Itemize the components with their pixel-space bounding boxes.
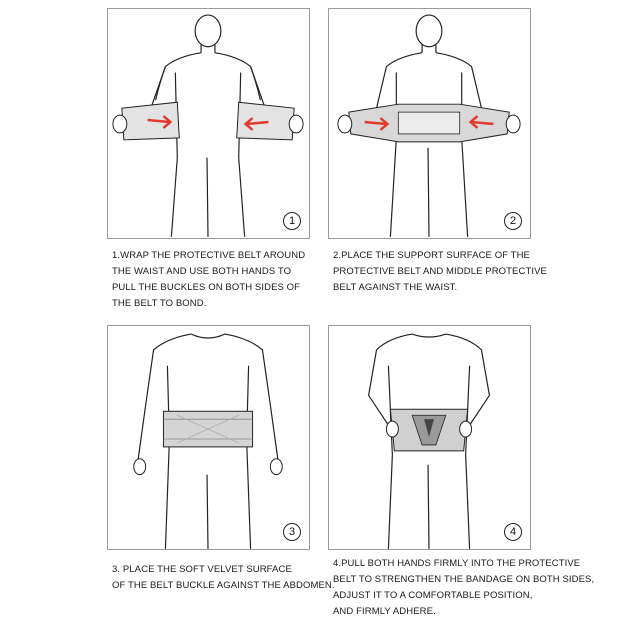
caption-line: OF THE BELT BUCKLE AGAINST THE ABDOMEN.	[112, 580, 335, 591]
caption-line: 3. PLACE THE SOFT VELVET SURFACE	[112, 564, 292, 575]
caption-line: AND FIRMLY ADHERE.	[333, 606, 436, 617]
caption-line: PULL THE BUCKLES ON BOTH SIDES OF	[112, 282, 301, 293]
caption-line: BELT AGAINST THE WAIST.	[333, 282, 458, 293]
caption-line: 1.WRAP THE PROTECTIVE BELT AROUND	[112, 250, 306, 261]
caption-line: PROTECTIVE BELT AND MIDDLE PROTECTIVE	[333, 266, 547, 277]
caption-line: 4.PULL BOTH HANDS FIRMLY INTO THE PROTECTIVE	[333, 558, 581, 569]
caption-line: BELT TO STRENGTHEN THE BANDAGE ON BOTH SIDES,	[333, 574, 595, 585]
back-support-belt	[390, 409, 467, 451]
step-1-caption	[112, 248, 305, 312]
caption-line: THE BELT TO BOND.	[112, 298, 207, 309]
step-4-panel	[328, 325, 531, 550]
figure-wrapping-belt-illustration	[108, 9, 309, 238]
belt-right-flap	[237, 102, 294, 140]
caption-line: ADJUST IT TO A COMFORTABLE POSITION,	[333, 590, 533, 601]
caption-line: 2.PLACE THE SUPPORT SURFACE OF THE	[333, 250, 530, 261]
figure-front-belt-illustration	[108, 326, 309, 549]
step-3-panel	[107, 325, 310, 550]
step-number-badge: 2	[504, 212, 522, 230]
step-2-panel	[328, 8, 531, 239]
step-1-panel	[107, 8, 310, 239]
figure-placing-belt-illustration	[329, 9, 530, 238]
step-2-caption	[333, 248, 547, 296]
wrapped-belt	[163, 411, 252, 447]
step-number-badge: 3	[283, 523, 301, 541]
figure-back-belt-illustration	[329, 326, 530, 549]
step-4-caption	[333, 556, 594, 620]
step-number-badge: 4	[504, 523, 522, 541]
caption-line: THE WAIST AND USE BOTH HANDS TO	[112, 266, 292, 277]
step-number-badge: 1	[283, 212, 301, 230]
step-3-caption	[112, 562, 335, 594]
